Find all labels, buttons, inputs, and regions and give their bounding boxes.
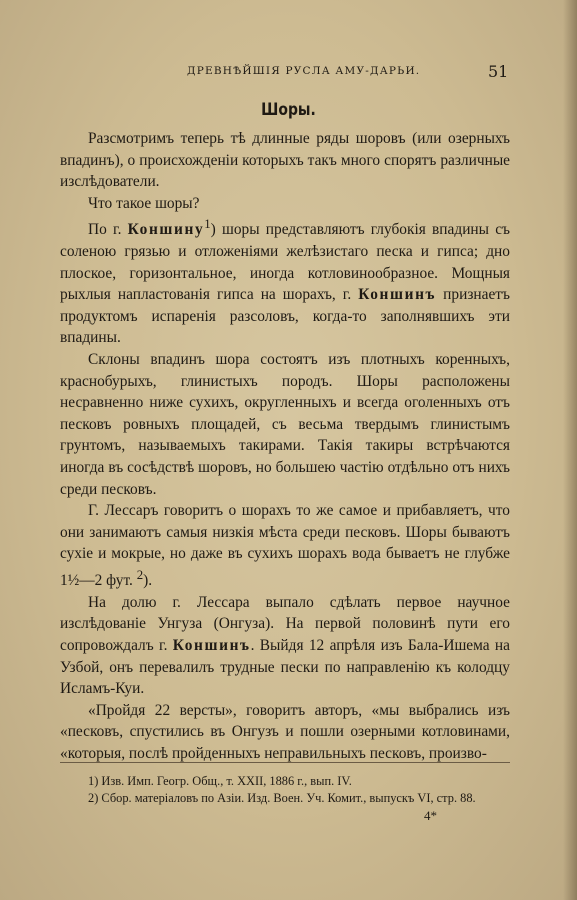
body-text bbox=[60, 128, 510, 764]
text-run: По г. bbox=[88, 221, 128, 239]
paragraph bbox=[60, 500, 510, 592]
text-run: признаетъ продуктомъ испаренія разсоловъ, когда-то заполнявшихъ эти впадины. bbox=[60, 286, 510, 347]
author-name: Коншину bbox=[127, 221, 205, 239]
section-title: Шоры. bbox=[261, 100, 316, 120]
paragraph: Разсмотримъ теперь тѣ длинные ряды шоровъ (или озерныхъ впадинъ), о происхожденіи которыхъ такъ много спорятъ различные изслѣдователи. bbox=[60, 130, 510, 191]
fraction: ½ bbox=[67, 572, 80, 590]
paragraph: «Пройдя 22 версты», говоритъ авторъ, «мы выбрались изъ «песковъ, спустились въ Онгузъ и пошли озерными котловинами, «которыя, послѣ пройденныхъ неправильныхъ песковъ, произво- bbox=[60, 701, 510, 762]
text-run: На долю г. Лессара выпало сдѣлать первое научное изслѣдованіе Унгуза (Онгуза). На первой половинѣ пути его сопровождалъ г. bbox=[60, 593, 510, 654]
footnote-ref: 1 bbox=[204, 217, 211, 232]
footnote: 1) Изв. Имп. Геогр. Общ., т. XXII, 1886 г., вып. IV. bbox=[88, 774, 352, 788]
footnote-divider bbox=[60, 762, 510, 763]
running-title: ДРЕВНѢЙШІЯ РУСЛА АМУ-ДАРЬИ. bbox=[187, 65, 421, 77]
footnotes bbox=[88, 773, 518, 807]
paragraph: Склоны впадинъ шора состоятъ изъ плотныхъ коренныхъ, краснобурыхъ, глинистыхъ породъ. Шоры расположены несравненно ниже сухихъ, округленныхъ и всегда оголенныхъ отъ песковъ ровныхъ площадей, съ весьма твердымъ глинистымъ грунтомъ, называемыхъ такирами. Такія такиры встрѣчаются иногда въ сосѣдствѣ шоровъ, но большею частію отдѣльно отъ нихъ среди песковъ. bbox=[60, 351, 510, 498]
text-run: . Выйдя 12 апрѣля изъ Бала-Ишема на Узбой, онъ перевалилъ трудные пески по направленію къ колодцу Исламъ-Куи. bbox=[60, 636, 510, 698]
paragraph: Что такое шоры? bbox=[88, 194, 200, 212]
text-run: ). bbox=[143, 572, 153, 590]
page-edge-shadow bbox=[563, 0, 577, 900]
paragraph bbox=[60, 592, 510, 700]
footnote-ref: 2 bbox=[136, 568, 144, 582]
author-name: Коншинъ bbox=[358, 286, 437, 304]
footnote: 2) Сбор. матеріаловъ по Азіи. Изд. Воен. Уч. Комит., выпускъ VI, стр. 88. bbox=[88, 791, 476, 805]
running-header bbox=[0, 62, 577, 82]
text-run: ) шоры представляютъ глубокія впадины съ соленою грязью и отложеніями желѣзистаго песка и гипса; дно плоское, горизонтальное, иногда котловинообразное. Мощныя рыхлыя напластованія гипса на шорахъ, г. bbox=[60, 221, 511, 304]
signature-mark: 4* bbox=[424, 808, 437, 823]
text-run: Г. Лессаръ говоритъ о шорахъ то же самое и прибавляетъ, что они занимаютъ самыя низкія мѣста среди песковъ. Шоры бываютъ сухіе и мокрые, но даже въ сухихъ шорахъ вода бываетъ не глубже 1 bbox=[60, 502, 510, 590]
paragraph bbox=[60, 214, 510, 349]
text-run: —2 фут. bbox=[79, 572, 137, 590]
author-name: Коншинъ bbox=[172, 636, 251, 654]
page-number: 51 bbox=[488, 62, 509, 81]
